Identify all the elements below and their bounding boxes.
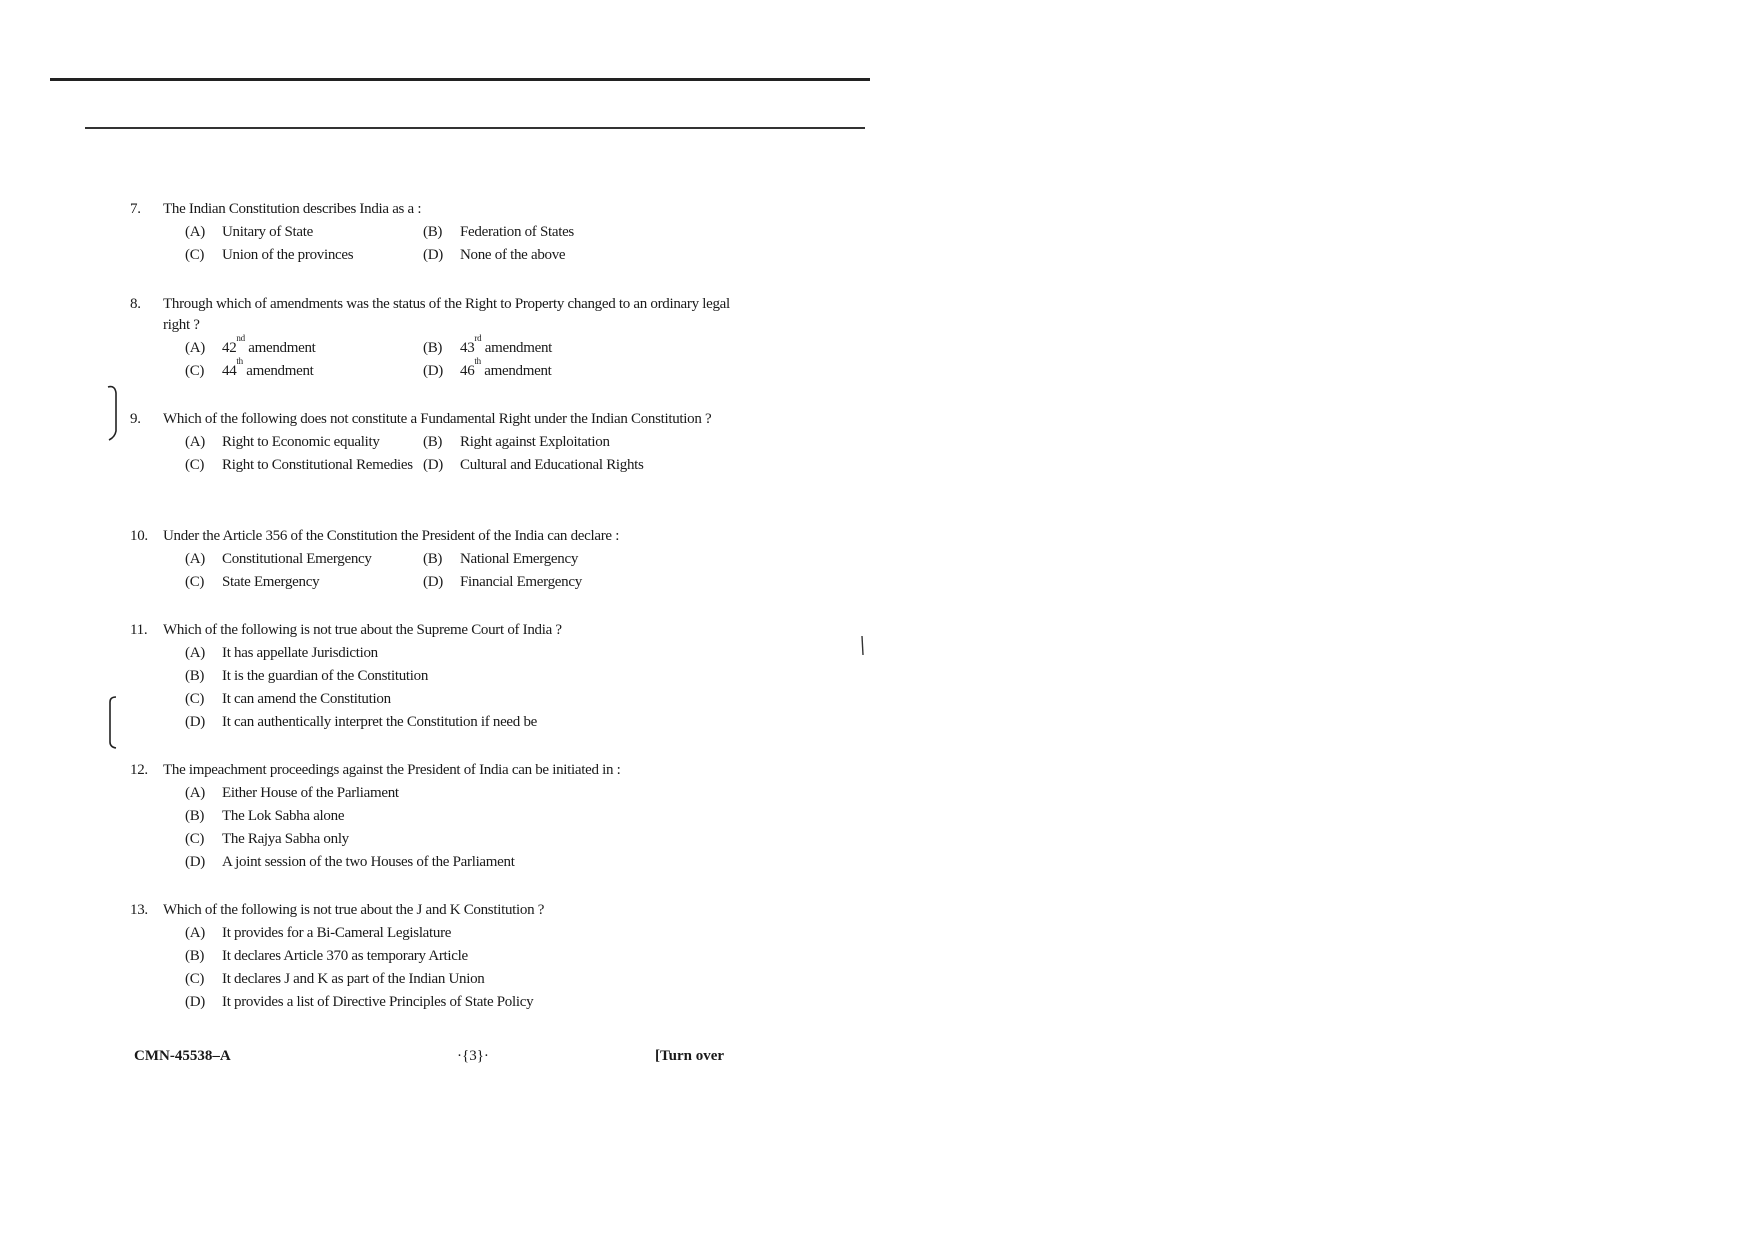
header-rule-top — [50, 78, 870, 81]
paper-code: CMN-45538–A — [134, 1048, 231, 1064]
option-a: (A) Unitary of State — [185, 224, 314, 240]
option-d: (D) It can authentically interpret the Constitution if need be — [185, 714, 537, 730]
question-number: 9. — [130, 411, 141, 427]
option-d: (D) Financial Emergency — [423, 574, 582, 590]
question-text: The impeachment proceedings against the President of India can be initiated in : — [163, 762, 621, 778]
option-b: (B) National Emergency — [423, 551, 579, 567]
option-d: (D) Cultural and Educational Rights — [423, 457, 644, 473]
question-9 — [130, 409, 730, 476]
question-13 — [130, 900, 730, 1015]
option-grid — [185, 432, 730, 476]
question-number: 10. — [130, 528, 148, 544]
question-12 — [130, 760, 730, 875]
margin-tick-mark — [860, 635, 866, 657]
option-b: (B) It declares Article 370 as temporary Article — [185, 948, 468, 964]
option-c: (C) 44 th amendment — [185, 356, 314, 379]
question-text: Through which of amendments was the status of the Right to Property changed to an ordinary legal right ? — [163, 296, 730, 333]
margin-bracket-mark-q11 — [106, 694, 120, 750]
question-number: 7. — [130, 201, 141, 217]
question-11 — [130, 620, 730, 735]
option-a: (A) It has appellate Jurisdiction — [185, 645, 378, 661]
option-c: (C) State Emergency — [185, 574, 320, 590]
option-b: (B) It is the guardian of the Constitution — [185, 668, 429, 684]
turn-over-note: [Turn over — [655, 1048, 725, 1064]
option-a: (A) Constitutional Emergency — [185, 551, 372, 567]
option-c: (C) It can amend the Constitution — [185, 691, 391, 707]
question-7 — [130, 199, 730, 266]
option-c: (C) Union of the provinces — [185, 247, 354, 263]
question-8 — [130, 294, 730, 382]
option-c: (C) Right to Constitutional Remedies — [185, 457, 413, 473]
option-a: (A) 42 nd amendment — [185, 333, 316, 356]
question-10 — [130, 526, 730, 593]
header-rule-second — [85, 127, 865, 129]
option-a: (A) It provides for a Bi-Cameral Legislature — [185, 925, 452, 941]
option-c: (C) The Rajya Sabha only — [185, 831, 349, 847]
question-text: Under the Article 356 of the Constitution the President of the India can declare : — [163, 528, 620, 544]
option-b: (B) The Lok Sabha alone — [185, 808, 345, 824]
option-b: (B) 43 rd amendment — [423, 333, 553, 356]
option-d: (D) None of the above — [423, 247, 566, 263]
option-a: (A) Right to Economic equality — [185, 434, 380, 450]
margin-bracket-mark-q9 — [105, 383, 125, 443]
option-grid — [185, 549, 730, 593]
option-grid — [185, 222, 730, 266]
option-list — [185, 643, 730, 733]
question-text: The Indian Constitution describes India as a : — [163, 201, 422, 217]
question-text: Which of the following does not constitute a Fundamental Right under the Indian Constitution ? — [163, 411, 712, 427]
option-list — [185, 923, 730, 1013]
question-number: 12. — [130, 762, 148, 778]
question-text: Which of the following is not true about the J and K Constitution ? — [163, 902, 545, 918]
option-d: (D) It provides a list of Directive Principles of State Policy — [185, 994, 534, 1010]
option-b: (B) Federation of States — [423, 224, 574, 240]
question-number: 11. — [130, 622, 148, 638]
option-a: (A) Either House of the Parliament — [185, 785, 399, 801]
question-text: Which of the following is not true about the Supreme Court of India ? — [163, 622, 562, 638]
option-grid — [185, 333, 730, 382]
option-d: (D) 46 th amendment — [423, 356, 552, 379]
page-number: ·{3}· — [457, 1048, 489, 1064]
option-b: (B) Right against Exploitation — [423, 434, 610, 450]
option-list — [185, 783, 730, 873]
option-c: (C) It declares J and K as part of the Indian Union — [185, 971, 485, 987]
option-d: (D) A joint session of the two Houses of the Parliament — [185, 854, 515, 870]
question-number: 8. — [130, 296, 141, 312]
question-number: 13. — [130, 902, 148, 918]
